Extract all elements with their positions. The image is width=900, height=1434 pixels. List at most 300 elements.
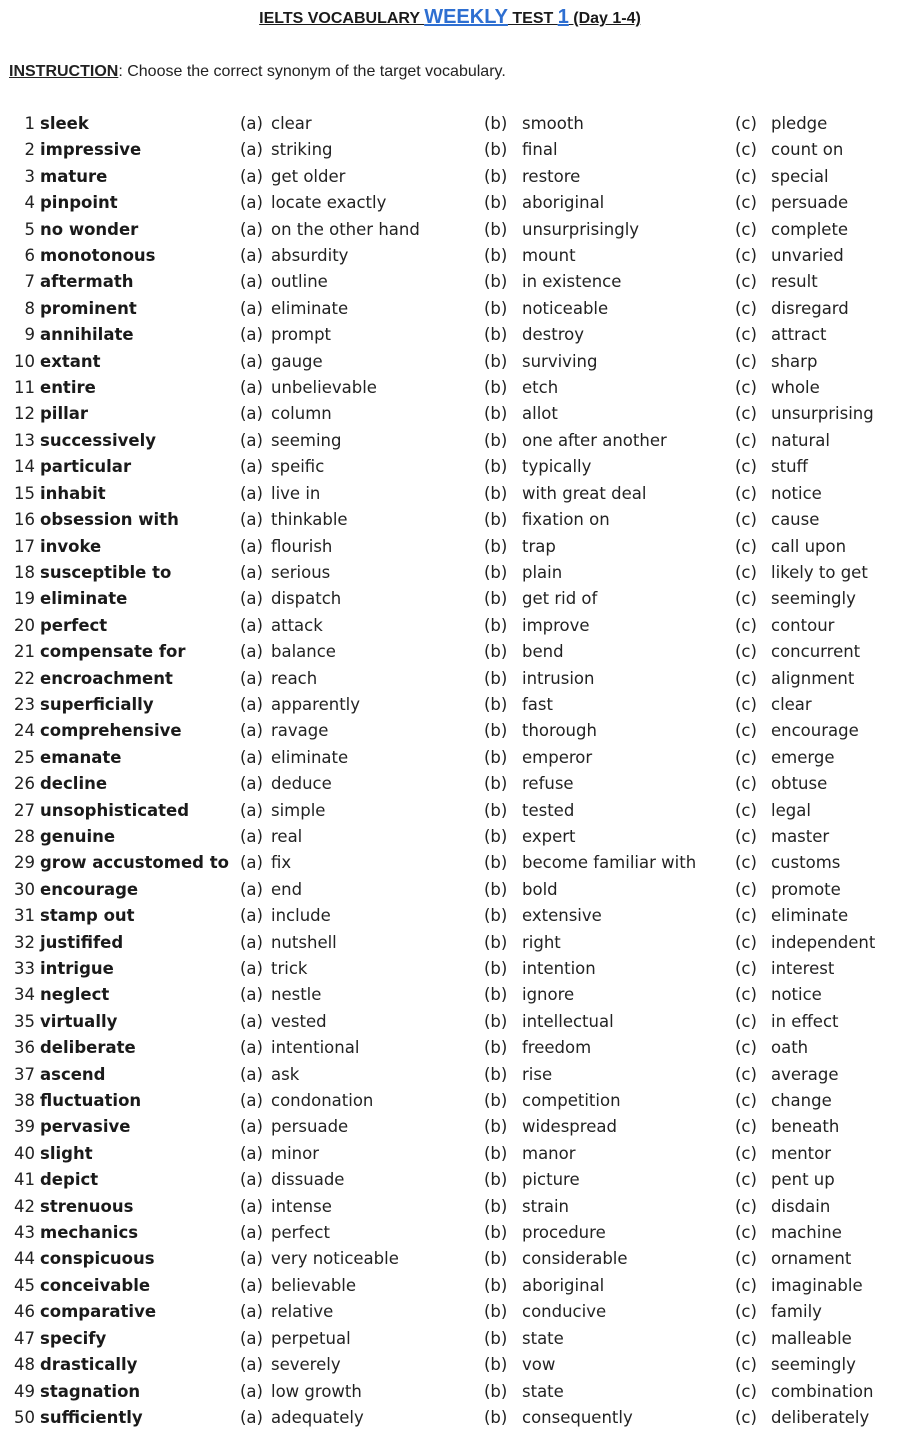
option-b-text: bend [522, 642, 564, 662]
question-number: 24 [14, 721, 35, 741]
option-a-text: clear [271, 114, 312, 133]
option-a-label: (a) [240, 694, 263, 714]
option-c-text: average [771, 1064, 839, 1084]
target-word: conspicuous [40, 1249, 155, 1269]
question-row [0, 1299, 900, 1325]
option-a-label: (a) [240, 298, 263, 318]
option-b-text: noticeable [522, 298, 609, 318]
option-a-text: ask [271, 1064, 300, 1084]
option-b-label: (b) [484, 932, 508, 952]
option-c-label: (c) [735, 114, 757, 133]
option-a-label: (a) [240, 219, 263, 239]
option-b-text: bold [522, 879, 558, 899]
target-word: fluctuation [40, 1091, 142, 1111]
target-word: drastically [40, 1355, 138, 1375]
option-a-text: thinkable [271, 510, 348, 530]
question-number: 37 [14, 1064, 35, 1084]
option-a-text: trick [271, 959, 308, 978]
option-a-label: (a) [240, 166, 263, 186]
question-row [0, 666, 900, 692]
option-b-text: become familiar with [522, 853, 697, 873]
target-word: inhabit [40, 483, 106, 503]
option-b-text: freedom [522, 1038, 592, 1058]
option-b-text: manor [522, 1143, 576, 1163]
question-number: 42 [14, 1196, 35, 1216]
option-a-label: (a) [240, 1064, 263, 1084]
question-number: 5 [24, 219, 35, 239]
option-b-text: strain [522, 1196, 570, 1216]
target-word: eliminate [40, 589, 128, 609]
option-b-label: (b) [484, 457, 508, 477]
question-row [0, 1246, 900, 1272]
option-a-label: (a) [240, 1117, 263, 1137]
target-word: unsophisticated [40, 800, 190, 820]
title-part-1: IELTS VOCABULARY [259, 10, 425, 27]
option-b-text: extensive [522, 906, 602, 926]
option-a-label: (a) [240, 1328, 263, 1348]
option-a-text: eliminate [271, 747, 349, 767]
option-a-text: gauge [271, 351, 323, 371]
target-word: justififed [40, 932, 124, 952]
option-a-label: (a) [240, 114, 263, 133]
option-a-text: seeming [271, 430, 342, 450]
option-a-label: (a) [240, 1223, 263, 1243]
question-number: 6 [24, 246, 35, 266]
option-a-text: very noticeable [271, 1249, 399, 1269]
target-word: encourage [40, 879, 139, 899]
option-b-label: (b) [484, 378, 508, 398]
option-c-label: (c) [735, 325, 757, 345]
target-word: strenuous [40, 1196, 134, 1216]
option-a-label: (a) [240, 615, 263, 635]
target-word: virtually [40, 1011, 118, 1031]
option-a-label: (a) [240, 1091, 263, 1111]
target-word: no wonder [40, 219, 139, 239]
option-c-label: (c) [735, 1064, 757, 1084]
option-c-label: (c) [735, 721, 757, 741]
option-b-text: aboriginal [522, 193, 605, 213]
option-a-text: ravage [271, 721, 329, 741]
option-b-text: improve [522, 615, 590, 635]
question-number: 15 [14, 483, 35, 503]
option-c-text: concurrent [771, 642, 861, 662]
option-a-text: attack [271, 615, 323, 635]
option-b-label: (b) [484, 589, 508, 609]
option-c-text: sharp [771, 351, 818, 371]
option-c-label: (c) [735, 1275, 757, 1295]
option-a-label: (a) [240, 536, 263, 556]
question-row [0, 322, 900, 348]
option-c-label: (c) [735, 404, 757, 424]
option-b-label: (b) [484, 879, 508, 899]
target-word: slight [40, 1143, 93, 1163]
option-a-text: on the other hand [271, 219, 420, 239]
option-b-label: (b) [484, 906, 508, 926]
question-number: 29 [14, 853, 35, 873]
option-c-text: beneath [771, 1117, 840, 1137]
option-a-text: persuade [271, 1117, 349, 1137]
target-word: stamp out [40, 906, 135, 926]
option-a-text: minor [271, 1143, 319, 1163]
option-a-text: severely [271, 1355, 341, 1375]
question-number: 47 [14, 1328, 35, 1348]
question-row [0, 296, 900, 322]
option-b-label: (b) [484, 510, 508, 530]
option-b-label: (b) [484, 536, 508, 556]
question-row [0, 428, 900, 454]
option-b-label: (b) [484, 114, 508, 133]
option-b-label: (b) [484, 272, 508, 292]
option-a-label: (a) [240, 879, 263, 899]
question-number: 32 [14, 932, 35, 952]
target-word: pinpoint [40, 193, 118, 213]
target-word: conceivable [40, 1275, 151, 1295]
option-b-label: (b) [484, 1064, 508, 1084]
option-c-label: (c) [735, 536, 757, 556]
option-c-label: (c) [735, 853, 757, 873]
target-word: comprehensive [40, 721, 182, 741]
question-row [0, 1352, 900, 1378]
option-a-label: (a) [240, 378, 263, 398]
option-c-label: (c) [735, 1381, 757, 1401]
question-row [0, 190, 900, 216]
option-c-text: contour [771, 615, 835, 635]
option-a-label: (a) [240, 404, 263, 424]
option-c-label: (c) [735, 1355, 757, 1375]
option-b-label: (b) [484, 642, 508, 662]
question-row [0, 877, 900, 903]
option-c-text: deliberately [771, 1407, 870, 1427]
target-word: emanate [40, 747, 122, 767]
option-c-text: attract [771, 325, 827, 345]
option-a-label: (a) [240, 1196, 263, 1216]
option-c-label: (c) [735, 246, 757, 266]
option-c-text: encourage [771, 721, 859, 741]
option-b-label: (b) [484, 774, 508, 794]
option-b-label: (b) [484, 985, 508, 1005]
option-c-text: notice [771, 483, 822, 503]
option-a-label: (a) [240, 1011, 263, 1031]
title-part-2: TEST [507, 10, 558, 27]
option-a-label: (a) [240, 272, 263, 292]
option-a-text: believable [271, 1275, 357, 1295]
option-a-label: (a) [240, 668, 263, 688]
option-b-label: (b) [484, 1302, 508, 1322]
option-c-text: promote [771, 879, 841, 899]
option-c-label: (c) [735, 298, 757, 318]
question-number: 40 [14, 1143, 35, 1163]
question-row [0, 903, 900, 929]
option-c-text: persuade [771, 193, 849, 213]
option-c-label: (c) [735, 826, 757, 846]
option-b-label: (b) [484, 1117, 508, 1137]
target-word: pervasive [40, 1117, 131, 1137]
option-c-label: (c) [735, 774, 757, 794]
question-row [0, 1141, 900, 1167]
option-b-text: fast [522, 694, 553, 714]
question-number: 35 [14, 1011, 35, 1031]
option-a-label: (a) [240, 351, 263, 371]
question-row [0, 956, 900, 982]
option-c-label: (c) [735, 1143, 757, 1163]
target-word: genuine [40, 826, 116, 846]
question-row [0, 1114, 900, 1140]
question-row [0, 1405, 900, 1431]
option-b-label: (b) [484, 483, 508, 503]
target-word: monotonous [40, 246, 156, 266]
option-b-label: (b) [484, 694, 508, 714]
option-a-text: unbelievable [271, 378, 377, 398]
option-a-label: (a) [240, 140, 263, 160]
option-a-label: (a) [240, 325, 263, 345]
option-b-label: (b) [484, 1143, 508, 1163]
option-c-label: (c) [735, 1223, 757, 1243]
option-a-label: (a) [240, 985, 263, 1005]
option-c-label: (c) [735, 906, 757, 926]
question-row [0, 507, 900, 533]
question-row [0, 1220, 900, 1246]
question-number: 26 [14, 774, 35, 794]
option-a-label: (a) [240, 774, 263, 794]
option-c-text: independent [771, 932, 876, 952]
option-c-text: seemingly [771, 589, 856, 609]
target-word: encroachment [40, 668, 173, 688]
question-number: 44 [14, 1249, 35, 1269]
option-b-text: etch [522, 378, 559, 398]
option-c-label: (c) [735, 985, 757, 1005]
question-row [0, 692, 900, 718]
target-word: susceptible to [40, 562, 172, 582]
option-c-label: (c) [735, 430, 757, 450]
option-a-label: (a) [240, 906, 263, 926]
question-row [0, 1326, 900, 1352]
question-row [0, 1273, 900, 1299]
question-number: 22 [14, 668, 35, 688]
option-a-text: flourish [271, 536, 333, 556]
option-b-text: smooth [522, 114, 584, 133]
option-c-label: (c) [735, 140, 757, 160]
question-number: 13 [14, 430, 35, 450]
option-a-text: adequately [271, 1407, 364, 1427]
option-b-text: typically [522, 457, 592, 477]
option-c-text: imaginable [771, 1275, 863, 1295]
target-word: pillar [40, 404, 89, 424]
question-row [0, 164, 900, 190]
option-c-label: (c) [735, 351, 757, 371]
option-c-text: cause [771, 510, 820, 530]
target-word: deliberate [40, 1038, 136, 1058]
question-row [0, 349, 900, 375]
option-c-text: interest [771, 959, 835, 978]
option-a-label: (a) [240, 1302, 263, 1322]
option-b-text: restore [522, 166, 581, 186]
question-number: 30 [14, 879, 35, 899]
option-c-label: (c) [735, 193, 757, 213]
option-b-text: mount [522, 246, 576, 266]
option-b-text: intrusion [522, 668, 595, 688]
question-number: 2 [24, 140, 35, 160]
question-row [0, 745, 900, 771]
option-c-text: legal [771, 800, 811, 820]
option-a-label: (a) [240, 510, 263, 530]
option-a-text: balance [271, 642, 336, 662]
option-a-label: (a) [240, 193, 263, 213]
option-b-text: surviving [522, 351, 598, 371]
question-number: 16 [14, 510, 35, 530]
question-row [0, 217, 900, 243]
option-a-text: low growth [271, 1381, 362, 1401]
option-a-text: absurdity [271, 246, 349, 266]
option-a-label: (a) [240, 1038, 263, 1058]
option-a-text: simple [271, 800, 326, 820]
option-b-text: get rid of [522, 589, 598, 609]
question-number: 31 [14, 906, 35, 926]
option-b-label: (b) [484, 562, 508, 582]
option-b-text: intellectual [522, 1011, 614, 1031]
option-a-label: (a) [240, 457, 263, 477]
option-c-label: (c) [735, 932, 757, 952]
option-b-text: rise [522, 1064, 553, 1084]
option-c-label: (c) [735, 589, 757, 609]
question-number: 49 [14, 1381, 35, 1401]
option-b-text: allot [522, 404, 558, 424]
question-row [0, 639, 900, 665]
question-row [0, 613, 900, 639]
option-c-label: (c) [735, 642, 757, 662]
option-c-label: (c) [735, 1170, 757, 1190]
option-a-text: eliminate [271, 298, 349, 318]
option-b-label: (b) [484, 800, 508, 820]
option-a-label: (a) [240, 1249, 263, 1269]
question-number: 38 [14, 1091, 35, 1111]
question-list [0, 111, 900, 1431]
option-b-text: intention [522, 959, 596, 978]
option-b-text: consequently [522, 1407, 633, 1427]
question-row [0, 1088, 900, 1114]
target-word: extant [40, 351, 101, 371]
option-a-label: (a) [240, 1275, 263, 1295]
question-row [0, 1062, 900, 1088]
option-a-text: live in [271, 483, 321, 503]
question-row [0, 1009, 900, 1035]
target-word: stagnation [40, 1381, 141, 1401]
target-word: aftermath [40, 272, 134, 292]
option-a-text: outline [271, 272, 328, 292]
option-c-label: (c) [735, 1196, 757, 1216]
question-number: 50 [14, 1407, 35, 1427]
option-b-label: (b) [484, 615, 508, 635]
option-c-label: (c) [735, 747, 757, 767]
target-word: comparative [40, 1302, 157, 1322]
target-word: mechanics [40, 1223, 139, 1243]
question-number: 12 [14, 404, 35, 424]
option-b-label: (b) [484, 668, 508, 688]
option-a-text: intense [271, 1196, 332, 1216]
option-c-text: count on [771, 140, 844, 160]
option-a-label: (a) [240, 932, 263, 952]
option-b-label: (b) [484, 1407, 508, 1427]
question-row [0, 454, 900, 480]
option-b-text: aboriginal [522, 1275, 605, 1295]
option-b-label: (b) [484, 1355, 508, 1375]
option-c-text: customs [771, 853, 841, 873]
question-number: 7 [24, 272, 35, 292]
target-word: depict [40, 1170, 99, 1190]
option-a-text: striking [271, 140, 333, 160]
target-word: sleek [40, 114, 89, 133]
option-b-text: final [522, 140, 558, 160]
option-a-text: real [271, 826, 303, 846]
option-a-text: fix [271, 853, 292, 873]
question-number: 25 [14, 747, 35, 767]
question-number: 19 [14, 589, 35, 609]
option-a-text: nestle [271, 985, 322, 1005]
option-b-label: (b) [484, 1091, 508, 1111]
option-b-text: ignore [522, 985, 575, 1005]
question-row [0, 586, 900, 612]
target-word: obsession with [40, 510, 179, 530]
target-word: invoke [40, 536, 102, 556]
option-c-text: alignment [771, 668, 855, 688]
option-c-label: (c) [735, 166, 757, 186]
option-a-label: (a) [240, 483, 263, 503]
instruction-label: INSTRUCTION [9, 63, 119, 80]
target-word: prominent [40, 298, 137, 318]
option-c-label: (c) [735, 1011, 757, 1031]
option-b-text: destroy [522, 325, 584, 345]
option-c-text: complete [771, 219, 849, 239]
option-a-label: (a) [240, 747, 263, 767]
option-b-label: (b) [484, 140, 508, 160]
option-c-text: family [771, 1302, 822, 1322]
target-word: compensate for [40, 642, 186, 662]
option-a-label: (a) [240, 1407, 263, 1427]
instruction [9, 61, 506, 83]
question-number: 1 [24, 114, 35, 133]
question-number: 20 [14, 615, 35, 635]
question-number: 41 [14, 1170, 35, 1190]
option-c-label: (c) [735, 1091, 757, 1111]
option-a-label: (a) [240, 1381, 263, 1401]
option-b-label: (b) [484, 1275, 508, 1295]
question-row [0, 481, 900, 507]
option-b-label: (b) [484, 1328, 508, 1348]
question-row [0, 1194, 900, 1220]
option-a-label: (a) [240, 1170, 263, 1190]
option-c-text: call upon [771, 536, 847, 556]
option-c-label: (c) [735, 1407, 757, 1427]
option-b-label: (b) [484, 1249, 508, 1269]
option-a-text: get older [271, 166, 346, 186]
option-c-label: (c) [735, 562, 757, 582]
option-a-text: dispatch [271, 589, 342, 609]
option-c-text: malleable [771, 1328, 852, 1348]
target-word: ascend [40, 1064, 106, 1084]
option-c-text: seemingly [771, 1355, 856, 1375]
question-number: 34 [14, 985, 35, 1005]
option-c-text: master [771, 826, 830, 846]
option-c-text: disregard [771, 298, 849, 318]
option-b-text: vow [522, 1355, 556, 1375]
question-row [0, 930, 900, 956]
option-c-label: (c) [735, 219, 757, 239]
option-c-label: (c) [735, 959, 757, 978]
option-c-text: pledge [771, 114, 828, 133]
option-b-text: with great deal [522, 483, 647, 503]
option-b-text: refuse [522, 774, 574, 794]
option-c-label: (c) [735, 694, 757, 714]
option-c-label: (c) [735, 378, 757, 398]
